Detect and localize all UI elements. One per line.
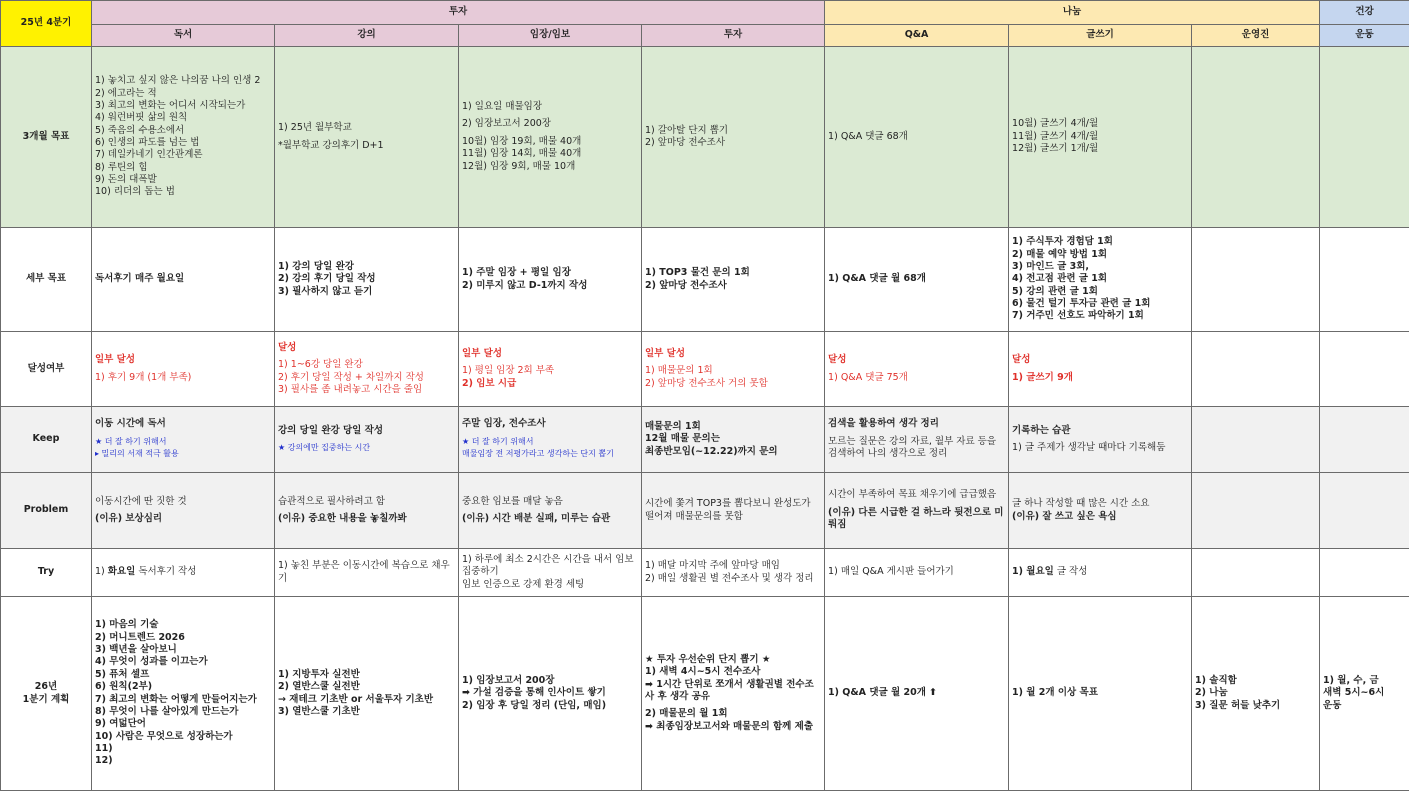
cell-problem-reading[interactable]	[92, 473, 275, 549]
cell-problem-investing[interactable]: 시간에 쫓겨 TOP3를 뽑다보니 완성도가 떨어져 매물문의를 못함	[642, 473, 825, 549]
achieved-reading-status: 일부 달성	[95, 354, 136, 366]
problem-reading-reason: (이유) 보상심리	[95, 513, 163, 524]
plan-invest-part2: 2) 매물문의 월 1회 ➡ 최종임장보고서와 매물문의 함께 제출	[645, 708, 814, 732]
row-achieved	[1, 332, 1409, 407]
cell-problem-site[interactable]	[459, 473, 642, 549]
cell-detail-staff[interactable]	[1192, 228, 1320, 332]
row-label-keep[interactable]: Keep	[1, 407, 92, 473]
achieved-writing-status: 달성	[1012, 354, 1031, 366]
cell-goals-reading[interactable]: 1) 놓치고 싶지 않은 나의꿈 나의 인생 2 2) 에고라는 적 3) 최고의 변화는 어디서 시작되는가 4) 워런버핏 삶의 원칙 5) 죽음의 수용소에서 6) 인생의 파도를 넘는 법 7) 데일카네기 인간관계론 8) 루틴의 힘 9) 돈의 대폭발 10) 리더의 돕는 법	[92, 47, 275, 228]
cell-goals-staff[interactable]	[1192, 47, 1320, 228]
row-label-try[interactable]: Try	[1, 549, 92, 597]
try-reading-day: 화요일	[107, 566, 136, 578]
cell-keep-writing[interactable]	[1009, 407, 1192, 473]
cell-achieved-site[interactable]	[459, 332, 642, 407]
cell-plan-investing[interactable]	[642, 597, 825, 791]
keep-qa-main: 검색을 활용하여 생각 정리	[828, 418, 939, 430]
try-writing-post: 글 작성	[1053, 566, 1088, 578]
row-detail	[1, 228, 1409, 332]
cell-plan-qa[interactable]: 1) Q&A 댓글 월 20개 ⬆	[825, 597, 1009, 791]
cell-plan-writing[interactable]: 1) 월 2개 이상 목표	[1009, 597, 1192, 791]
try-writing-day: 1) 월요일	[1012, 566, 1054, 578]
cell-achieved-reading[interactable]	[92, 332, 275, 407]
cell-goals-writing[interactable]: 10월) 글쓰기 4개/월 11월) 글쓰기 4개/월 12월) 글쓰기 1개/월	[1009, 47, 1192, 228]
cell-keep-qa[interactable]	[825, 407, 1009, 473]
achieved-invest-status: 일부 달성	[645, 347, 686, 359]
keep-reading-note: ★ 더 잘 하기 위해서 ▸ 밀리의 서재 적극 활용	[95, 436, 179, 459]
keep-reading-main: 이동 시간에 독서	[95, 418, 166, 430]
problem-qa-reason: (이유) 다른 시급한 걸 하느라 뒷전으로 미뤄짐	[828, 506, 1004, 531]
cell-keep-staff[interactable]	[1192, 407, 1320, 473]
try-reading-pre: 1)	[95, 566, 108, 578]
cell-problem-exercise[interactable]	[1320, 473, 1409, 549]
achieved-site-detail1: 1) 평일 임장 2회 부족	[462, 365, 555, 377]
problem-writing-text: 글 하나 작성할 때 많은 시간 소요	[1012, 498, 1150, 510]
goals-lecture-line2: *월부학교 강의후기 D+1	[278, 139, 384, 151]
cell-plan-reading[interactable]: 1) 마음의 기술 2) 머니트렌드 2026 3) 백년을 살아보니 4) 무엇이 성과를 이끄는가 5) 퓨처 셀프 6) 원칙(2부) 7) 최고의 변화는 어떻게 만들어지는가 8) 무엇이 나를 살아있게 만드는가 9) 여덟단어 10) 사람은 무엇으로 성장하는가 11) 12)	[92, 597, 275, 791]
cell-detail-reading[interactable]: 독서후기 매주 월요일	[92, 228, 275, 332]
keep-writing-main: 기록하는 습관	[1012, 424, 1071, 436]
row-try	[1, 549, 1409, 597]
cell-detail-exercise[interactable]	[1320, 228, 1409, 332]
cell-detail-investing[interactable]: 1) TOP3 물건 문의 1회 2) 앞마당 전수조사	[642, 228, 825, 332]
problem-site-text: 중요한 임보를 매달 놓음	[462, 495, 563, 507]
cell-try-writing[interactable]	[1009, 549, 1192, 597]
cell-keep-exercise[interactable]	[1320, 407, 1409, 473]
plan-invest-part1: ★ 투자 우선순위 단지 뽑기 ★ 1) 새벽 4시~5시 전수조사 ➡ 1시간 단위로 쪼개서 생활권별 전수조사 후 생각 공유	[645, 653, 814, 702]
achieved-writing-detail: 1) 글쓰기 9개	[1012, 371, 1073, 383]
problem-site-reason: (이유) 시간 배분 실패, 미루는 습관	[462, 513, 611, 524]
problem-lecture-reason: (이유) 중요한 내용을 놓칠까봐	[278, 513, 407, 524]
problem-writing-reason: (이유) 잘 쓰고 싶은 욕심	[1012, 510, 1117, 522]
cell-keep-reading[interactable]	[92, 407, 275, 473]
col-investing[interactable]: 투자	[642, 25, 825, 47]
cell-achieved-investing[interactable]	[642, 332, 825, 407]
keep-qa-text: 모르는 질문은 강의 자료, 월부 자료 등을 검색하여 나의 생각으로 정리	[828, 435, 997, 460]
problem-qa-text: 시간이 부족하여 목표 채우기에 급급했음	[828, 489, 997, 501]
cell-detail-site[interactable]: 1) 주말 임장 + 평일 임장 2) 미루지 않고 D-1까지 작성	[459, 228, 642, 332]
cell-achieved-exercise[interactable]	[1320, 332, 1409, 407]
row-label-achieved[interactable]: 달성여부	[1, 332, 92, 407]
cell-problem-qa[interactable]	[825, 473, 1009, 549]
cell-achieved-lecture[interactable]	[275, 332, 459, 407]
achieved-lecture-detail: 1) 1~6강 당일 완강 2) 후기 당일 작성 + 차일까지 작성 3) 필사를 좀 내려놓고 시간을 줄임	[278, 359, 424, 395]
group-share[interactable]: 나눔	[825, 1, 1320, 25]
problem-lecture-text: 습관적으로 필사하려고 함	[278, 495, 385, 507]
col-writing[interactable]: 글쓰기	[1009, 25, 1192, 47]
cell-plan-lecture[interactable]: 1) 지방투자 실전반 2) 열반스쿨 실전반 → 재테크 기초반 or 서울투자 기초반 3) 열반스쿨 기초반	[275, 597, 459, 791]
cell-achieved-writing[interactable]	[1009, 332, 1192, 407]
achieved-qa-status: 달성	[828, 354, 847, 366]
col-site-visit[interactable]: 임장/임보	[459, 25, 642, 47]
col-staff[interactable]: 운영진	[1192, 25, 1320, 47]
achieved-lecture-status: 달성	[278, 341, 297, 353]
keep-lecture-main: 강의 당일 완강 당일 작성	[278, 424, 383, 436]
cell-achieved-qa[interactable]	[825, 332, 1009, 407]
achieved-reading-detail: 1) 후기 9개 (1개 부족)	[95, 371, 192, 383]
goals-lecture-line1: 1) 25년 월부학교	[278, 122, 352, 134]
cell-try-lecture[interactable]: 1) 놓친 부분은 이동시간에 복습으로 채우기	[275, 549, 459, 597]
cell-keep-site[interactable]	[459, 407, 642, 473]
col-lecture[interactable]: 강의	[275, 25, 459, 47]
cell-keep-lecture[interactable]	[275, 407, 459, 473]
cell-keep-investing[interactable]: 매물문의 1회 12월 매물 문의는 최종반모임(~12.22)까지 문의	[642, 407, 825, 473]
keep-writing-text: 1) 글 주제가 생각날 때마다 기록해둠	[1012, 442, 1166, 453]
group-health[interactable]: 건강	[1320, 1, 1409, 25]
row-label-detail[interactable]: 세부 목표	[1, 228, 92, 332]
quarter-label[interactable]: 25년 4분기	[1, 1, 92, 47]
keep-lecture-note: ★ 강의에만 집중하는 시간	[278, 443, 371, 452]
cell-goals-exercise[interactable]	[1320, 47, 1409, 228]
cell-achieved-staff[interactable]	[1192, 332, 1320, 407]
cell-problem-lecture[interactable]	[275, 473, 459, 549]
cell-try-exercise[interactable]	[1320, 549, 1409, 597]
achieved-site-detail2: 2) 임보 시급	[462, 377, 517, 389]
row-plan	[1, 597, 1409, 791]
col-qa[interactable]: Q&A	[825, 25, 1009, 47]
cell-plan-site[interactable]: 1) 임장보고서 200장 ➡ 가설 검증을 통해 인사이트 쌓기 2) 임장 후 당일 정리 (단임, 매임)	[459, 597, 642, 791]
column-header-row	[1, 25, 1409, 47]
cell-goals-site[interactable]	[459, 47, 642, 228]
cell-plan-exercise[interactable]: 1) 월, 수, 금 새벽 5시~6시 운동	[1320, 597, 1409, 791]
cell-problem-writing[interactable]	[1009, 473, 1192, 549]
achieved-invest-detail: 1) 매물문의 1회 2) 앞마당 전수조사 거의 못함	[645, 365, 768, 389]
cell-try-staff[interactable]	[1192, 549, 1320, 597]
row-label-plan[interactable]: 26년 1분기 계획	[1, 597, 92, 791]
cell-detail-qa[interactable]: 1) Q&A 댓글 월 68개	[825, 228, 1009, 332]
cell-plan-staff[interactable]: 1) 솔직함 2) 나눔 3) 질문 허들 낮추기	[1192, 597, 1320, 791]
achieved-site-status: 일부 달성	[462, 347, 503, 359]
group-header-row	[1, 1, 1409, 25]
keep-site-note: ★ 더 잘 하기 위해서 매물임장 전 저평가라고 생각하는 단지 뽑기	[462, 436, 614, 459]
cell-try-site[interactable]: 1) 하루에 최소 2시간은 시간을 내서 임보 집중하기 임보 인증으로 강제 환경 세팅	[459, 549, 642, 597]
goals-site-line1: 1) 일요일 매물임장	[462, 101, 543, 113]
cell-goals-qa[interactable]: 1) Q&A 댓글 68개	[825, 47, 1009, 228]
cell-try-qa[interactable]: 1) 매일 Q&A 게시판 들어가기	[825, 549, 1009, 597]
cell-try-reading[interactable]	[92, 549, 275, 597]
group-invest[interactable]: 투자	[92, 1, 825, 25]
cell-detail-lecture[interactable]: 1) 강의 당일 완강 2) 강의 후기 당일 작성 3) 필사하지 않고 듣기	[275, 228, 459, 332]
cell-problem-staff[interactable]	[1192, 473, 1320, 549]
cell-goals-lecture[interactable]	[275, 47, 459, 228]
row-goals	[1, 47, 1409, 228]
row-problem	[1, 473, 1409, 549]
problem-reading-text: 이동시간에 딴 짓한 것	[95, 495, 187, 507]
col-exercise[interactable]: 운동	[1320, 25, 1409, 47]
cell-try-investing[interactable]: 1) 매달 마지막 주에 앞마당 매임 2) 매일 생활권 별 전수조사 및 생각 정리	[642, 549, 825, 597]
try-reading-post: 독서후기 작성	[135, 566, 197, 578]
cell-goals-investing[interactable]: 1) 갈아탈 단지 뽑기 2) 앞마당 전수조사	[642, 47, 825, 228]
row-keep	[1, 407, 1409, 473]
cell-detail-writing[interactable]: 1) 주식투자 경험담 1회 2) 매물 예약 방법 1회 3) 마인드 글 3회, 4) 전고점 관련 글 1회 5) 강의 관련 글 1회 6) 물건 털기 투자금 관련 글 1회 7) 거주민 선호도 파악하기 1회	[1009, 228, 1192, 332]
row-label-problem[interactable]: Problem	[1, 473, 92, 549]
col-reading[interactable]: 독서	[92, 25, 275, 47]
keep-site-main: 주말 임장, 전수조사	[462, 418, 546, 430]
row-label-goals[interactable]: 3개월 목표	[1, 47, 92, 228]
goals-site-line2: 2) 임장보고서 200장	[462, 118, 551, 130]
achieved-qa-detail: 1) Q&A 댓글 75개	[828, 371, 908, 383]
goals-site-monthly: 10월) 임장 19회, 매물 40개 11월) 임장 14회, 매물 40개 12월) 임장 9회, 매물 10개	[462, 135, 582, 172]
